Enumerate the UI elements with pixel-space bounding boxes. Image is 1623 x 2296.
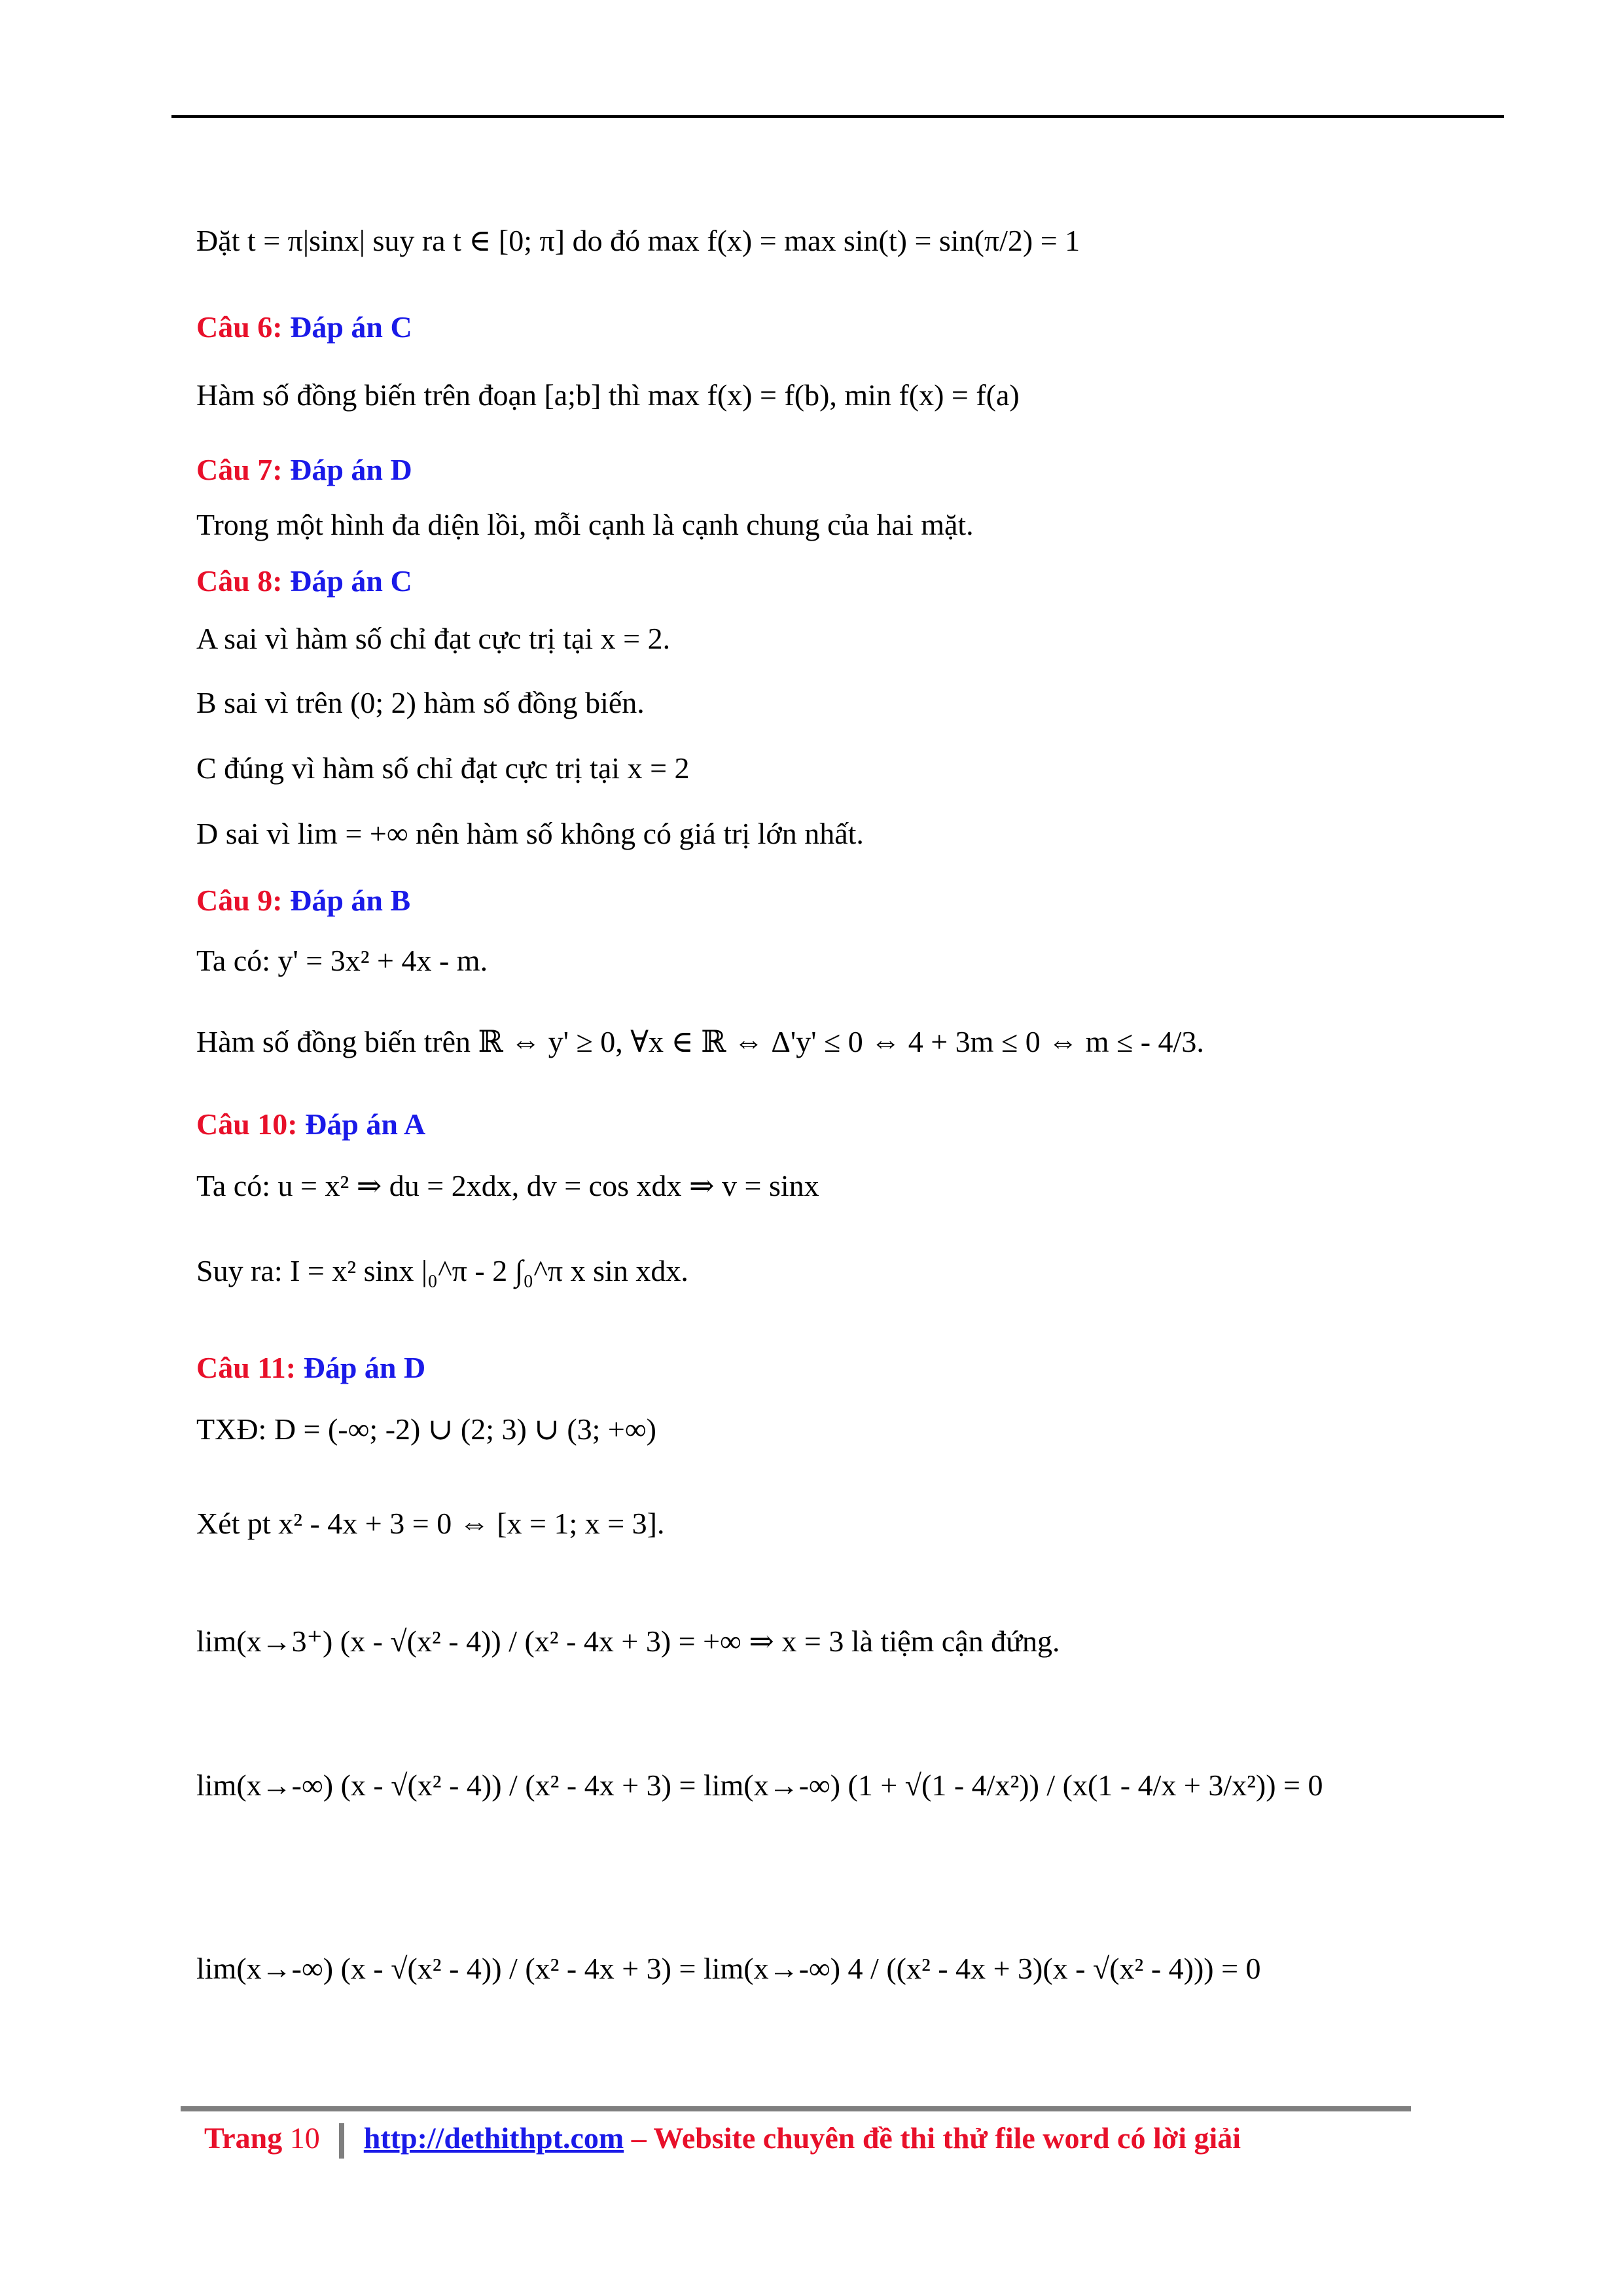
- text-line: B sai vì trên (0; 2) hàm số đồng biến.: [196, 686, 645, 719]
- text-line: Hàm số đồng biến trên đoạn [a;b] thì max f(x) = f(b), min f(x) = f(a): [196, 378, 1020, 412]
- answer-label: Đáp án C: [290, 564, 412, 598]
- answer-label: Đáp án A: [305, 1107, 426, 1141]
- question-heading: [196, 882, 410, 918]
- question-number: Câu 11:: [196, 1351, 296, 1384]
- question-heading: [196, 1106, 425, 1142]
- text-line: Suy ra: I = x² sinx |₀^π - 2 ∫₀^π x sin xdx.: [196, 1254, 688, 1287]
- question-heading: [196, 1350, 425, 1386]
- page-footer: [204, 2121, 1241, 2159]
- question-number: Câu 7:: [196, 453, 283, 486]
- answer-label: Đáp án D: [290, 453, 412, 486]
- header-rule: [171, 115, 1504, 118]
- question-heading: [196, 452, 412, 488]
- answer-label: Đáp án C: [290, 310, 412, 344]
- text-line: D sai vì lim = +∞ nên hàm số không có giá trị lớn nhất.: [196, 817, 864, 850]
- text-line: Xét pt x² - 4x + 3 = 0 ⇔ [x = 1; x = 3].: [196, 1507, 665, 1540]
- answer-label: Đáp án D: [303, 1351, 426, 1384]
- math-line: lim(x→-∞) (x - √(x² - 4)) / (x² - 4x + 3) = lim(x→-∞) 4 / ((x² - 4x + 3)(x - √(x² - 4))) = 0: [196, 1952, 1261, 1985]
- answer-label: Đáp án B: [290, 884, 411, 917]
- footer-rule: [181, 2106, 1411, 2111]
- footer-tagline: – Website chuyên đề thi thử file word có lời giải: [631, 2121, 1241, 2155]
- page-label: Trang: [204, 2121, 283, 2155]
- question-heading: [196, 563, 412, 599]
- footer-separator: [339, 2123, 344, 2159]
- math-line: lim(x→-∞) (x - √(x² - 4)) / (x² - 4x + 3) = lim(x→-∞) (1 + √(1 - 4/x²)) / (x(1 - 4/x + 3/x²)) = 0: [196, 1768, 1323, 1802]
- website-link[interactable]: http://dethithpt.com: [363, 2121, 624, 2155]
- question-number: Câu 8:: [196, 564, 283, 598]
- text-line: Hàm số đồng biến trên ℝ ⇔ y' ≥ 0, ∀x ∈ ℝ ⇔ Δ'y' ≤ 0 ⇔ 4 + 3m ≤ 0 ⇔ m ≤ - 4/3.: [196, 1025, 1204, 1058]
- question-number: Câu 6:: [196, 310, 283, 344]
- text-line: Ta có: u = x² ⇒ du = 2xdx, dv = cos xdx ⇒ v = sinx: [196, 1169, 819, 1202]
- page-number: 10: [289, 2121, 320, 2155]
- question-number: Câu 9:: [196, 884, 283, 917]
- question-number: Câu 10:: [196, 1107, 298, 1141]
- text-line: Trong một hình đa diện lồi, mỗi cạnh là cạnh chung của hai mặt.: [196, 508, 974, 541]
- text-line: TXĐ: D = (-∞; -2) ∪ (2; 3) ∪ (3; +∞): [196, 1412, 656, 1446]
- text-line: Ta có: y' = 3x² + 4x - m.: [196, 944, 488, 977]
- text-line: C đúng vì hàm số chỉ đạt cực trị tại x = 2: [196, 751, 690, 785]
- math-line: lim(x→3⁺) (x - √(x² - 4)) / (x² - 4x + 3) = +∞ ⇒ x = 3 là tiệm cận đứng.: [196, 1624, 1060, 1658]
- text-line: A sai vì hàm số chỉ đạt cực trị tại x = 2.: [196, 622, 671, 655]
- question-heading: [196, 309, 412, 345]
- text-line: Đặt t = π|sinx| suy ra t ∈ [0; π] do đó max f(x) = max sin(t) = sin(π/2) = 1: [196, 224, 1080, 257]
